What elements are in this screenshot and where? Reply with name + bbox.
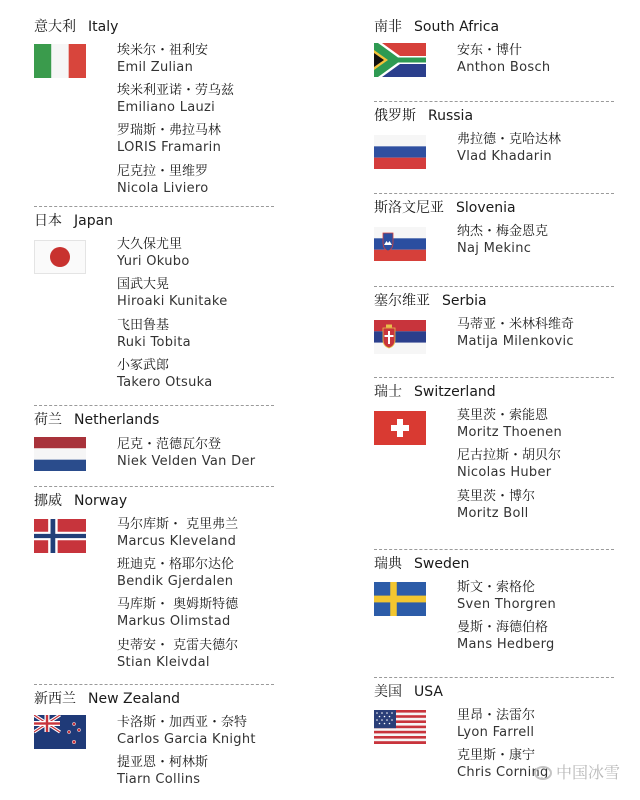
player: 弗拉德・克哈达林 Vlad Khadarin — [457, 132, 562, 164]
player: 卡洛斯・加西亚・奈特 Carlos Garcia Knight — [117, 715, 256, 747]
new-zealand-flag-icon — [34, 715, 86, 749]
country-heading — [374, 683, 443, 701]
country-name-en: USA — [414, 684, 443, 700]
south-africa-flag-icon — [374, 43, 426, 77]
player: 纳杰・梅金恩克 Naj Mekinc — [457, 224, 549, 256]
country-name-cn: 瑞典 — [374, 556, 402, 572]
country-heading — [34, 18, 118, 36]
country-name-cn: 塞尔维亚 — [374, 293, 430, 309]
country-name-en: Sweden — [414, 556, 470, 572]
player: 马库斯・ 奥姆斯特德 Markus Olimstad — [117, 597, 239, 629]
country-name-cn: 意大利 — [34, 19, 76, 35]
country-heading — [34, 492, 127, 510]
netherlands-flag-icon — [34, 437, 86, 471]
player: 国武大晃 Hiroaki Kunitake — [117, 277, 228, 309]
country-name-cn: 挪威 — [34, 493, 62, 509]
country-name-en: New Zealand — [88, 691, 180, 707]
country-name-en: Italy — [88, 19, 119, 35]
country-heading — [374, 555, 469, 573]
player: 尼古拉斯・胡贝尔 Nicolas Huber — [457, 448, 562, 480]
country-heading — [34, 212, 113, 230]
player: 安东・博什 Anthon Bosch — [457, 43, 551, 75]
country-name-cn: 俄罗斯 — [374, 108, 416, 124]
norway-flag-icon — [34, 519, 86, 553]
player: 尼克拉・里维罗 Nicola Liviero — [117, 164, 209, 196]
country-name-cn: 斯洛文尼亚 — [374, 200, 444, 216]
player: 曼斯・海德伯格 Mans Hedberg — [457, 620, 555, 652]
country-name-en: South Africa — [414, 19, 500, 35]
country-name-cn: 新西兰 — [34, 691, 76, 707]
player: 罗瑞斯・弗拉马林 LORIS Framarin — [117, 123, 222, 155]
country-name-cn: 日本 — [34, 213, 62, 229]
watermark: 中国冰雪 — [534, 760, 620, 783]
player: 莫里茨・索能恩 Moritz Thoenen — [457, 408, 562, 440]
player: 大久保尤里 Yuri Okubo — [117, 237, 190, 269]
wechat-icon — [534, 766, 552, 780]
usa-flag-icon — [374, 710, 426, 744]
country-name-en: Netherlands — [74, 412, 160, 428]
player: 马蒂亚・米林科维奇 Matija Milenkovic — [457, 317, 575, 349]
country-heading — [374, 292, 487, 310]
player: 提亚恩・柯林斯 Tiarn Collins — [117, 755, 209, 787]
russia-flag-icon — [374, 135, 426, 169]
japan-flag-icon — [34, 240, 86, 274]
player: 莫里茨・博尔 Moritz Boll — [457, 489, 536, 521]
player: 埃米利亚诺・劳乌兹 Emiliano Lauzi — [117, 83, 235, 115]
country-name-en: Russia — [428, 108, 474, 124]
player: 小冢武郎 Takero Otsuka — [117, 358, 213, 390]
country-heading — [34, 411, 159, 429]
country-name-en: Switzerland — [414, 384, 496, 400]
player: 尼克・范德瓦尔登 Niek Velden Van Der — [117, 437, 256, 469]
serbia-flag-icon — [374, 320, 426, 354]
country-heading — [374, 383, 496, 401]
country-name-cn: 荷兰 — [34, 412, 62, 428]
country-name-en: Norway — [74, 493, 128, 509]
country-heading — [374, 199, 516, 217]
player: 斯文・索格伦 Sven Thorgren — [457, 580, 557, 612]
country-name-cn: 南非 — [374, 19, 402, 35]
player: 马尔库斯・ 克里弗兰 Marcus Kleveland — [117, 517, 239, 549]
switzerland-flag-icon — [374, 411, 426, 445]
player: 克里斯・康宁 Chris Corning — [457, 748, 549, 780]
country-name-en: Japan — [74, 213, 114, 229]
country-heading — [374, 18, 499, 36]
player: 班迪克・格耶尔达伦 Bendik Gjerdalen — [117, 557, 235, 589]
country-name-cn: 瑞士 — [374, 384, 402, 400]
player: 里昂・法雷尔 Lyon Farrell — [457, 708, 536, 740]
italy-flag-icon — [34, 44, 86, 78]
player: 埃米尔・祖利安 Emil Zulian — [117, 43, 209, 75]
sweden-flag-icon — [374, 582, 426, 616]
player: 史蒂安・ 克雷夫德尔 Stian Kleivdal — [117, 638, 239, 670]
player: 飞田鲁基 Ruki Tobita — [117, 318, 191, 350]
country-name-en: Slovenia — [456, 200, 516, 216]
country-heading — [34, 690, 180, 708]
country-name-cn: 美国 — [374, 684, 402, 700]
slovenia-flag-icon — [374, 227, 426, 261]
country-heading — [374, 107, 473, 125]
country-name-en: Serbia — [442, 293, 487, 309]
